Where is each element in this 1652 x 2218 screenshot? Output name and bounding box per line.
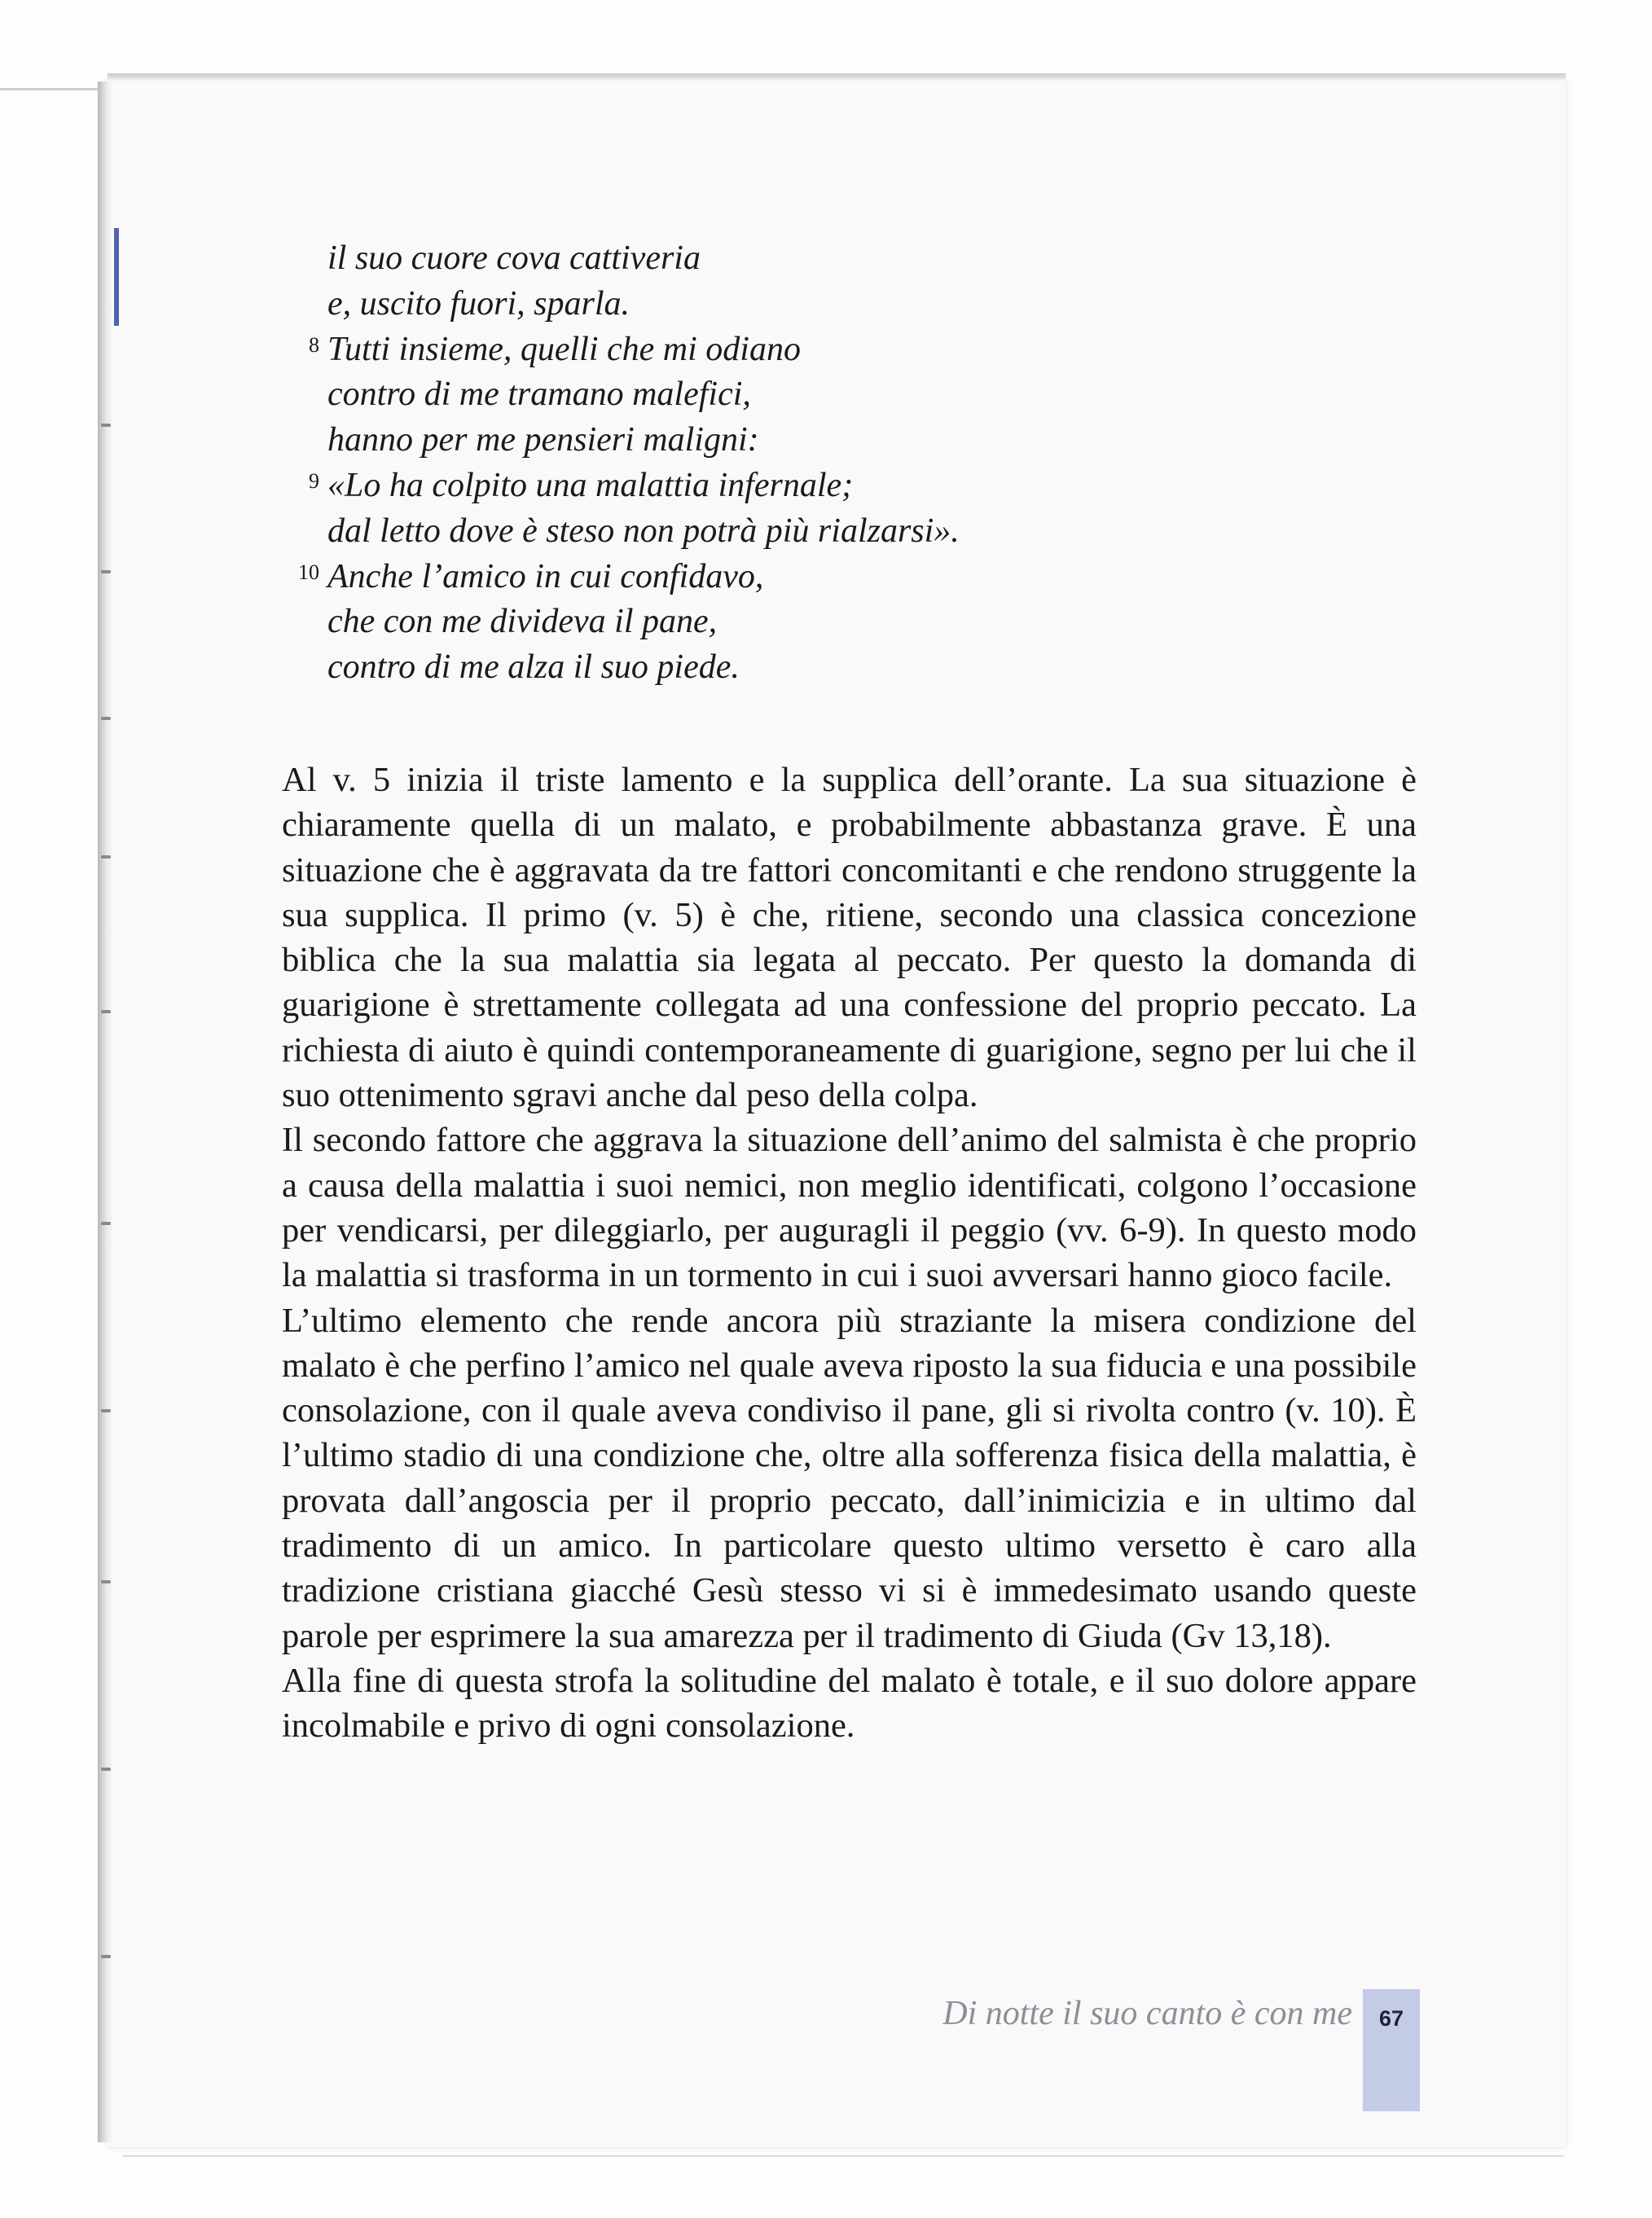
- verse-number: 10: [298, 560, 319, 584]
- verse-text: contro di me tramano malefici,: [327, 376, 751, 414]
- verse-number: 9: [309, 468, 319, 493]
- binding-stitch: [101, 1409, 111, 1412]
- paragraph: L’ultimo elemento che rende ancora più straziante la misera condizione del malato è che perfino l’amico nel quale aveva riposto la sua fiducia e una possibile consolazione, con il quale aveva condiviso il pane, gli si rivolta contro (v. 10). È l’ultimo stadio di una condizione che, oltre alla sofferenza fisica della malattia, è provata dall’angoscia per il proprio peccato, dall’inimicizia e in ultimo dal tradimento di un amico. In particolare questo ultimo versetto è caro alla tradizione cristiana giacché Gesù stesso vi si è immedesimato usando queste parole per esprimere la sua amarezza per il tradimento di Giuda (Gv 13,18).: [282, 1301, 1417, 1655]
- paragraph: Al v. 5 inizia il triste lamento e la supplica dell’orante. La sua situazione è chiaramente quella di un malato, e probabilmente abbastanza grave. È una situazione che è aggravata da tre fattori concomitanti e che rendono struggente la sua supplica. Il primo (v. 5) è che, ritiene, secondo una classica concezione biblica che la sua malattia sia legata al peccato. Per questo la domanda di guarigione è strettamente collegata ad una confessione del proprio peccato. La richiesta di aiuto è quindi contemporaneamente di guarigione, segno per lui che il suo ottenimento sgravi anche dal peso della colpa.: [282, 761, 1417, 1115]
- verse-text: e, uscito fuori, sparla.: [327, 284, 630, 323]
- page-top-shadow: [108, 73, 1566, 81]
- verse-text: contro di me alza il suo piede.: [327, 648, 740, 687]
- binding-stitch: [101, 1768, 111, 1771]
- page-number: 67: [1378, 2006, 1404, 2031]
- verse-line: [283, 372, 1424, 418]
- verse-line: [283, 418, 1424, 463]
- verse-text: «Lo ha colpito una malattia infernale;: [327, 466, 854, 504]
- verse-line: [283, 282, 1424, 327]
- verse-line: [283, 645, 1424, 691]
- verse-text: Tutti insieme, quelli che mi odiano: [327, 330, 801, 368]
- commentary-text: [282, 758, 1417, 1749]
- verse-line: [283, 236, 1424, 282]
- spine-color-mark: [114, 228, 119, 326]
- binding-stitch: [101, 1222, 111, 1225]
- binding-stitch: [101, 1955, 111, 1958]
- verse-line: [283, 327, 1424, 373]
- psalm-verses: [283, 236, 1424, 691]
- binding-stitch: [101, 570, 111, 573]
- book-spine: [98, 81, 112, 2142]
- running-footer-title: Di notte il suo canto è con me: [942, 1995, 1352, 2032]
- verse-text: dal letto dove è steso non potrà più rialzarsi».: [327, 512, 960, 550]
- paragraph: Il secondo fattore che aggrava la situazione dell’animo del salmista è che proprio a causa della malattia i suoi nemici, non meglio identificati, colgono l’occasione per vendicarsi, per dileggiarlo, per auguragli il peggio (vv. 6-9). In questo modo la malattia si trasforma in un tormento in cui i suoi avversari hanno gioco facile.: [282, 1121, 1417, 1295]
- verse-line: [283, 509, 1424, 555]
- binding-stitch: [101, 1010, 111, 1013]
- verse-line: [283, 555, 1424, 600]
- verse-text: Anche l’amico in cui confidavo,: [327, 557, 764, 595]
- binding-stitch: [101, 1580, 111, 1583]
- verse-text: il suo cuore cova cattiveria: [327, 239, 701, 277]
- paragraph: Alla fine di questa strofa la solitudine del malato è totale, e il suo dolore appare incolmabile e privo di ogni consolazione.: [282, 1661, 1417, 1746]
- binding-stitch: [101, 717, 111, 720]
- facing-page-edge: [0, 88, 106, 90]
- binding-stitch: [101, 424, 111, 427]
- verse-text: hanno per me pensieri maligni:: [327, 421, 759, 459]
- binding-stitch: [101, 855, 111, 859]
- verse-line: [283, 600, 1424, 645]
- verse-number: 8: [309, 332, 319, 357]
- verse-line: [283, 463, 1424, 509]
- verse-text: che con me divideva il pane,: [327, 603, 718, 641]
